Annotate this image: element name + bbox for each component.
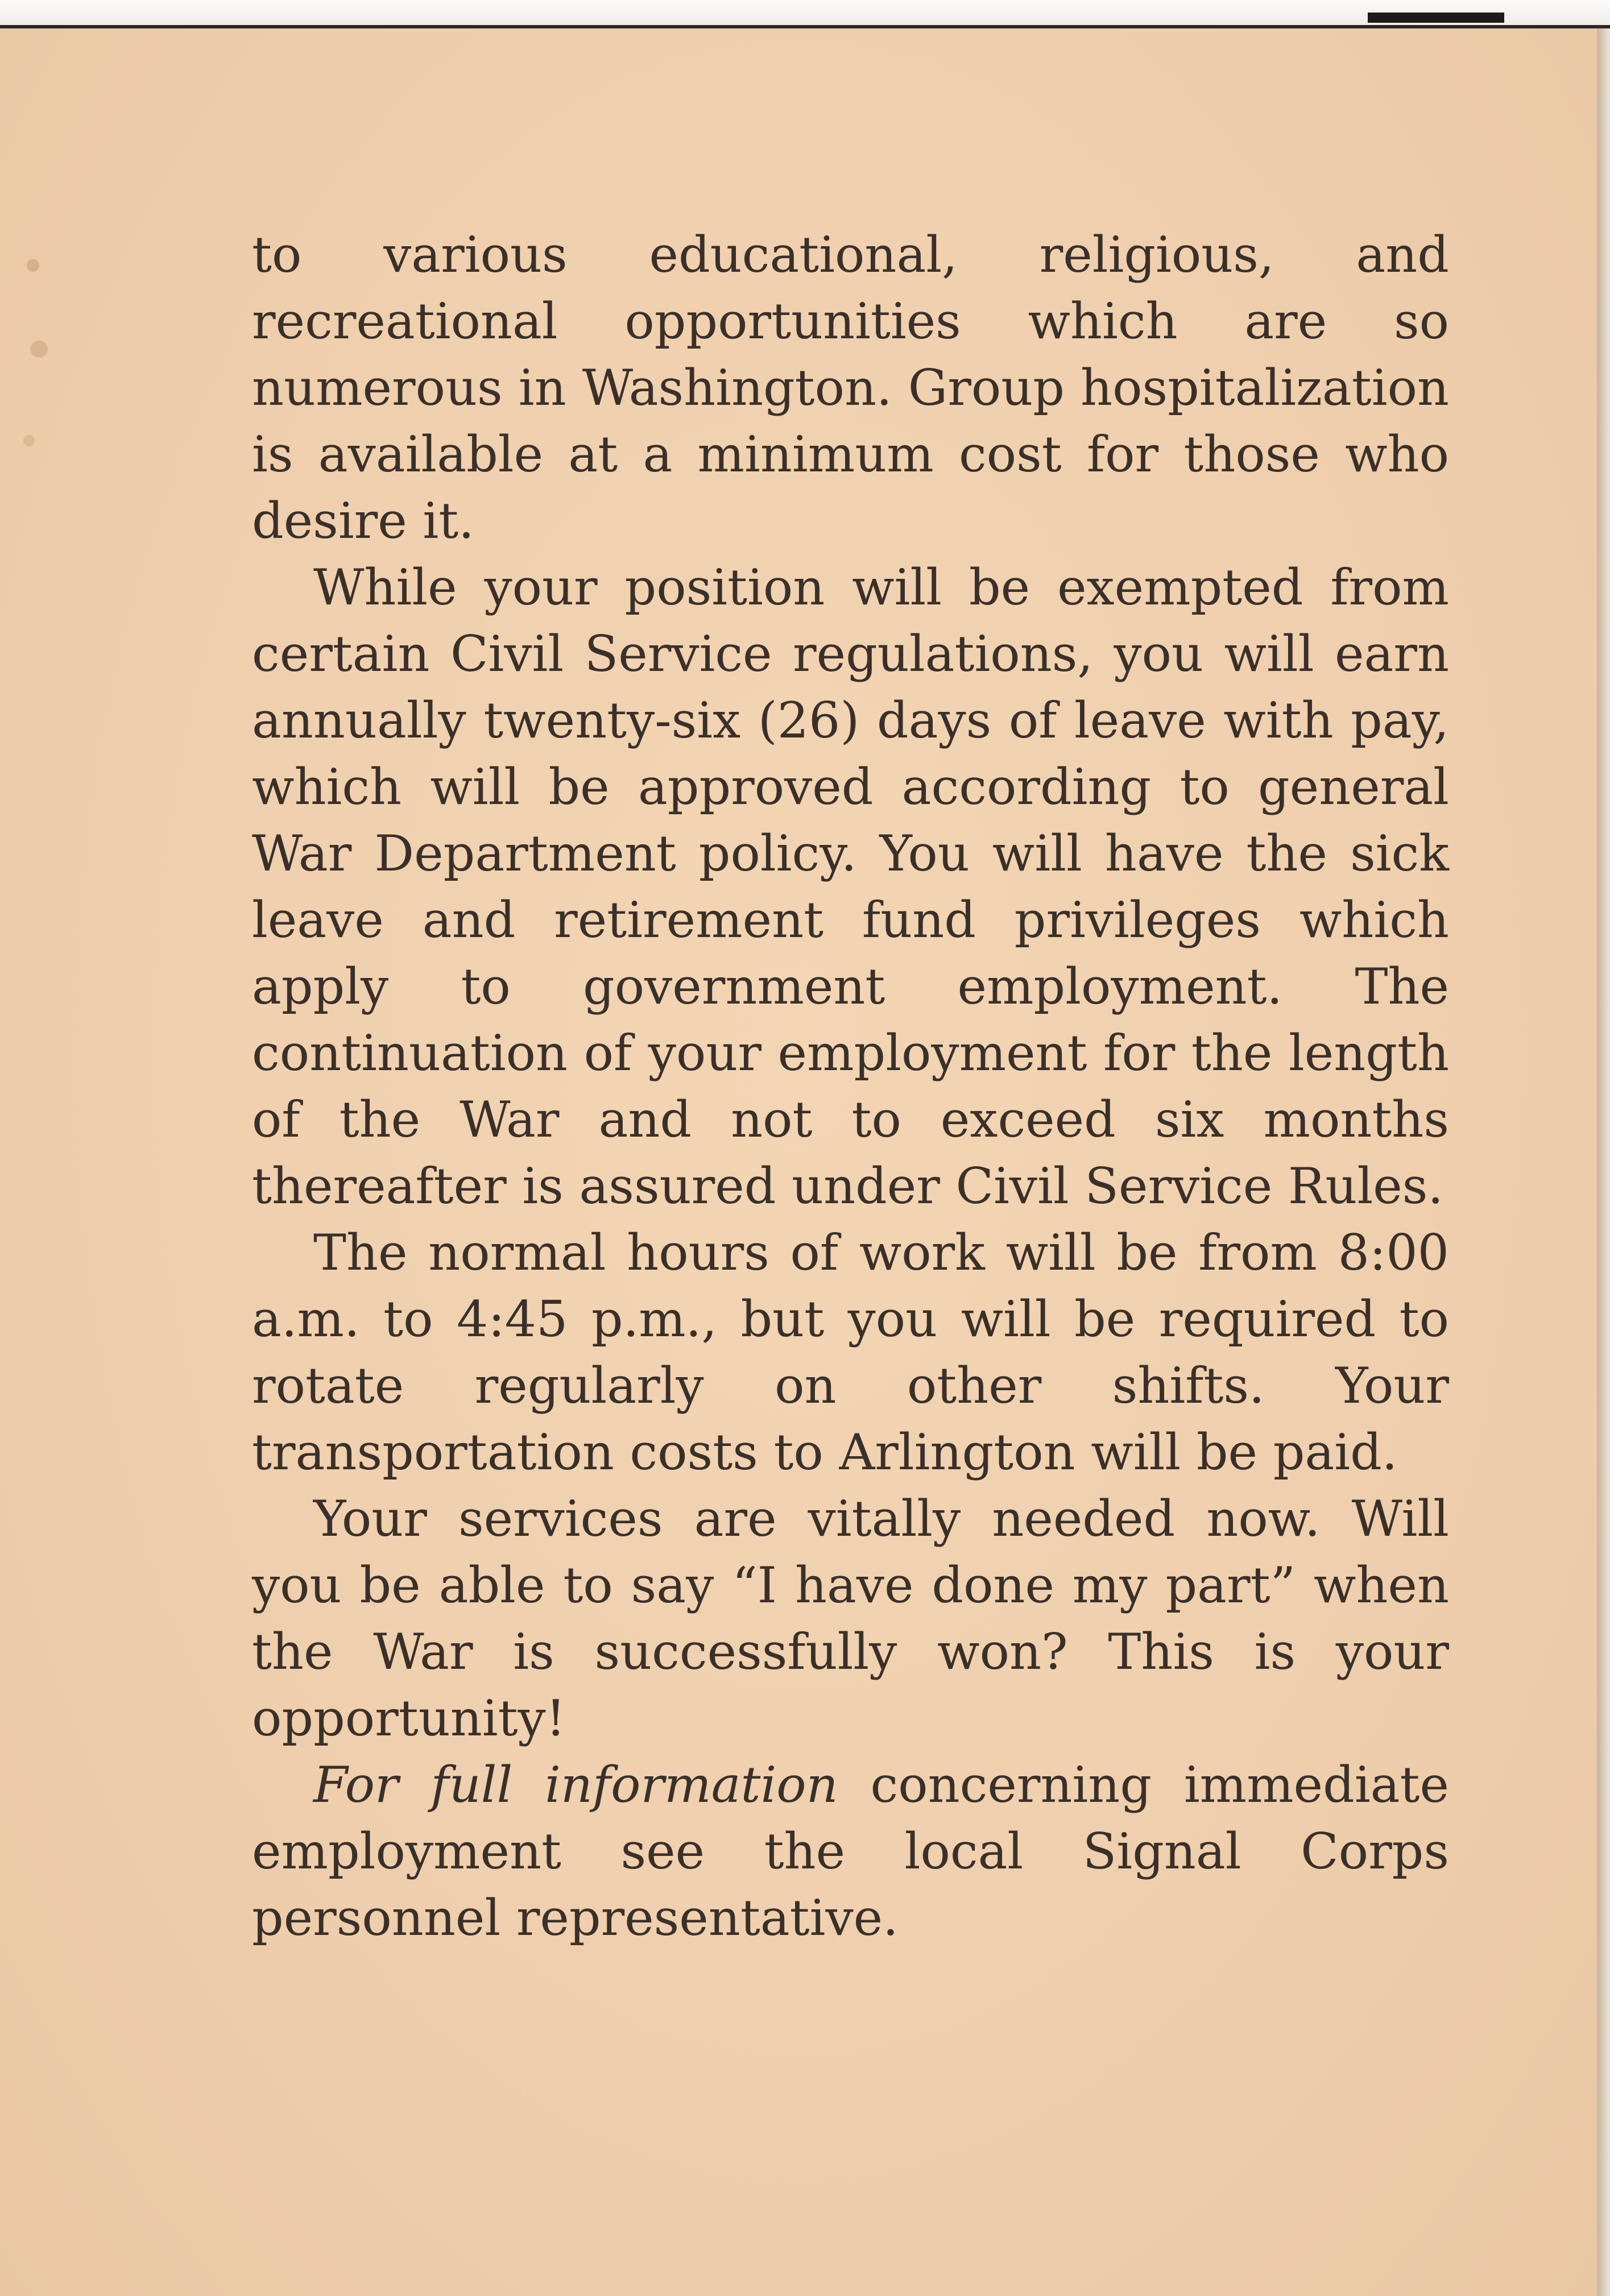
paragraph-5 — [252, 1752, 1449, 1951]
paragraph-1: to various educational, religious, and recreational opportunities which are so numerous in Washington. Group hospitalization is available at a minimum cost for those who desire it. — [252, 226, 1449, 550]
top-dark-tab — [1368, 13, 1504, 23]
body-text — [252, 222, 1449, 1951]
paper-right-edge — [1597, 28, 1610, 2296]
paper-stain — [17, 244, 57, 506]
paragraph-3: The normal hours of work will be from 8:00 a.m. to 4:45 p.m., but you will be required to rotate regularly on other shifts. Your transportation costs to Arlington will be paid. — [252, 1224, 1449, 1481]
paragraph-2: While your position will be exempted from certain Civil Service regulations, you will earn annually twenty-six (26) days of leave with pay, which will be approved according to general War Department policy. You will have the sick leave and retirement fund privileges which apply to government employment. The continuation of your employment for the length of the War and not to exceed six months thereafter is assured under Civil Service Rules. — [252, 558, 1449, 1215]
paragraph-5-italic-lead: For full information — [313, 1756, 838, 1814]
paragraph-4: Your services are vitally needed now. Will you be able to say “I have done my part” when the War is successfully won? This is your opportunity! — [252, 1490, 1449, 1747]
paragraph-5-text: concerning immediate employment see the local Signal Corps personnel representative. — [252, 1756, 1449, 1947]
